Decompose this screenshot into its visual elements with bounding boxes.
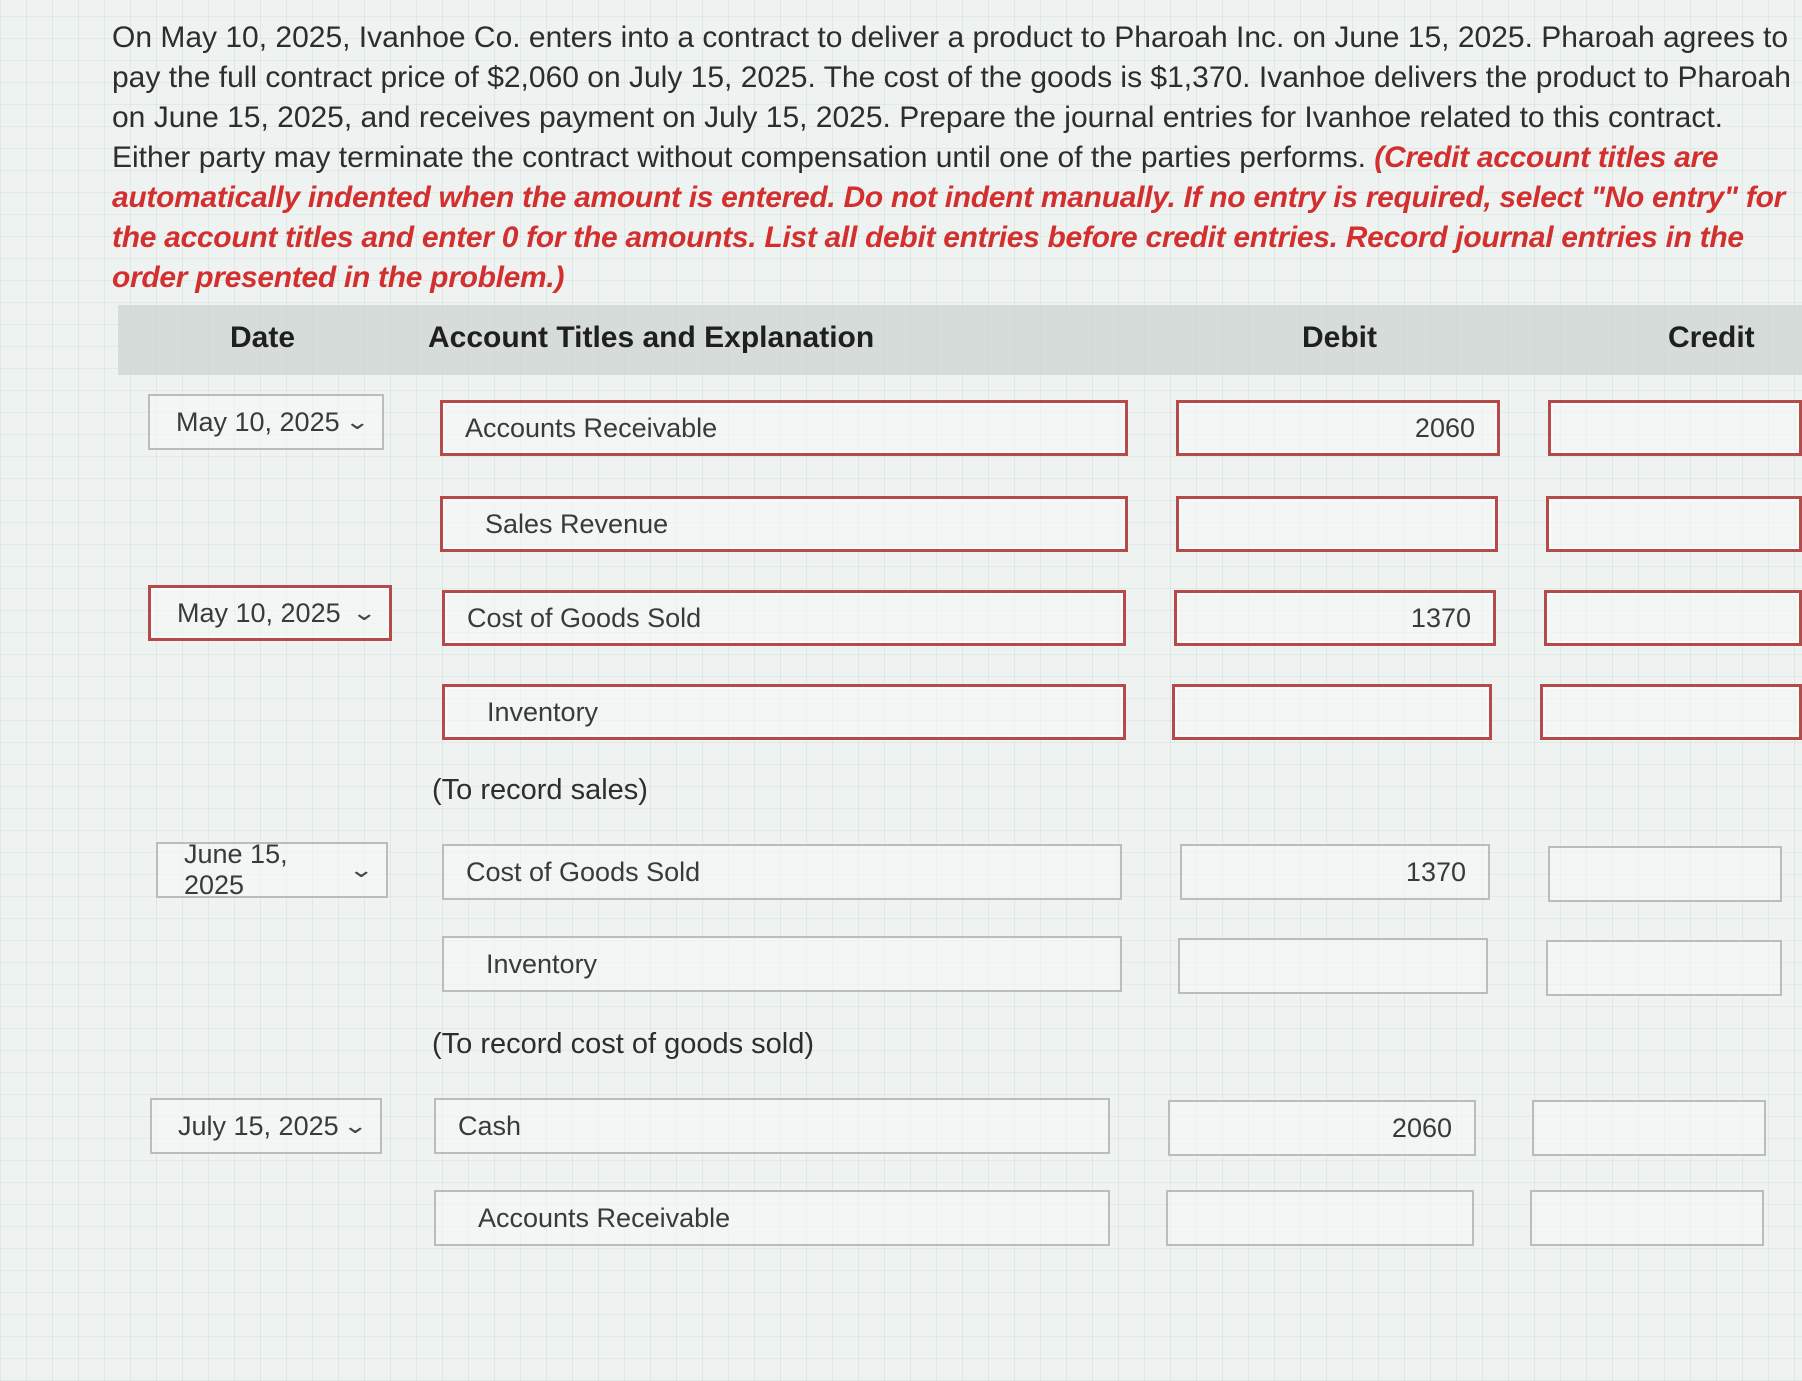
- table-header: [118, 305, 1802, 375]
- chevron-down-icon: ⌄: [350, 600, 377, 625]
- account-input-3-2[interactable]: Inventory: [442, 936, 1122, 992]
- debit-input-4-1[interactable]: 2060: [1168, 1100, 1476, 1156]
- problem-instructions: (Credit account titles are automatically indented when the amount is entered. Do not indent manually. If no entry is required, select "No entry" for the account titles and enter 0 for the amounts. List all debit entries before credit entries. Record journal entries in the order presented in the problem.): [112, 141, 1785, 294]
- credit-input-3-2[interactable]: [1546, 940, 1782, 996]
- account-input-3-1[interactable]: Cost of Goods Sold: [442, 844, 1122, 900]
- credit-input-3-1[interactable]: [1548, 846, 1782, 902]
- entry-explanation: (To record sales): [432, 774, 648, 806]
- credit-input-4-2[interactable]: [1530, 1190, 1764, 1246]
- account-input-2-2[interactable]: Inventory: [442, 684, 1126, 740]
- date-select-3[interactable]: [156, 839, 388, 900]
- header-account: Account Titles and Explanation: [428, 321, 875, 354]
- date-value: June 15, 2025: [184, 839, 288, 900]
- date-value: May 10, 2025: [177, 597, 341, 628]
- chevron-down-icon: ⌄: [341, 1113, 368, 1138]
- debit-input-2-1[interactable]: 1370: [1174, 590, 1496, 646]
- account-input-4-1[interactable]: Cash: [434, 1098, 1110, 1154]
- credit-input-2-1[interactable]: [1544, 590, 1802, 646]
- date-select-2[interactable]: [148, 585, 392, 641]
- credit-input-1-1[interactable]: [1548, 400, 1802, 456]
- problem-text: On May 10, 2025, Ivanhoe Co. enters into a contract to deliver a product to Pharoah Inc. on June 15, 2025. Pharoah agrees to pay the full contract price of $2,060 on July 15, 2025. The cost of the goods is $1,370. Ivanhoe delivers the product to Pharoah on June 15, 2025, and receives payment on July 15, 2025. Prepare the journal entries for Ivanhoe related to this contract. Either party may terminate the contract without compensation until one of the parties performs.: [112, 21, 1791, 174]
- credit-input-4-1[interactable]: [1532, 1100, 1766, 1156]
- header-credit: Credit: [1668, 321, 1755, 354]
- debit-input-1-1[interactable]: 2060: [1176, 400, 1500, 456]
- debit-input-1-2[interactable]: [1176, 496, 1498, 552]
- account-input-2-1[interactable]: Cost of Goods Sold: [442, 590, 1126, 646]
- debit-input-2-2[interactable]: [1172, 684, 1492, 740]
- entry-explanation: (To record cost of goods sold): [432, 1028, 815, 1060]
- account-input-4-2[interactable]: Accounts Receivable: [434, 1190, 1110, 1246]
- header-debit: Debit: [1302, 321, 1377, 354]
- debit-input-3-1[interactable]: 1370: [1180, 844, 1490, 900]
- chevron-down-icon: ⌄: [343, 409, 370, 434]
- debit-input-3-2[interactable]: [1178, 938, 1488, 994]
- debit-input-4-2[interactable]: [1166, 1190, 1474, 1246]
- account-input-1-2[interactable]: Sales Revenue: [440, 496, 1128, 552]
- problem-statement: [112, 18, 1792, 298]
- credit-input-1-2[interactable]: [1546, 496, 1802, 552]
- credit-input-2-2[interactable]: [1540, 684, 1802, 740]
- header-date: Date: [230, 321, 296, 354]
- date-value: July 15, 2025: [178, 1110, 339, 1141]
- date-select-4[interactable]: [150, 1098, 382, 1154]
- chevron-down-icon: ⌄: [347, 857, 374, 882]
- account-input-1-1[interactable]: Accounts Receivable: [440, 400, 1128, 456]
- date-select-1[interactable]: [148, 394, 384, 450]
- date-value: May 10, 2025: [176, 406, 340, 437]
